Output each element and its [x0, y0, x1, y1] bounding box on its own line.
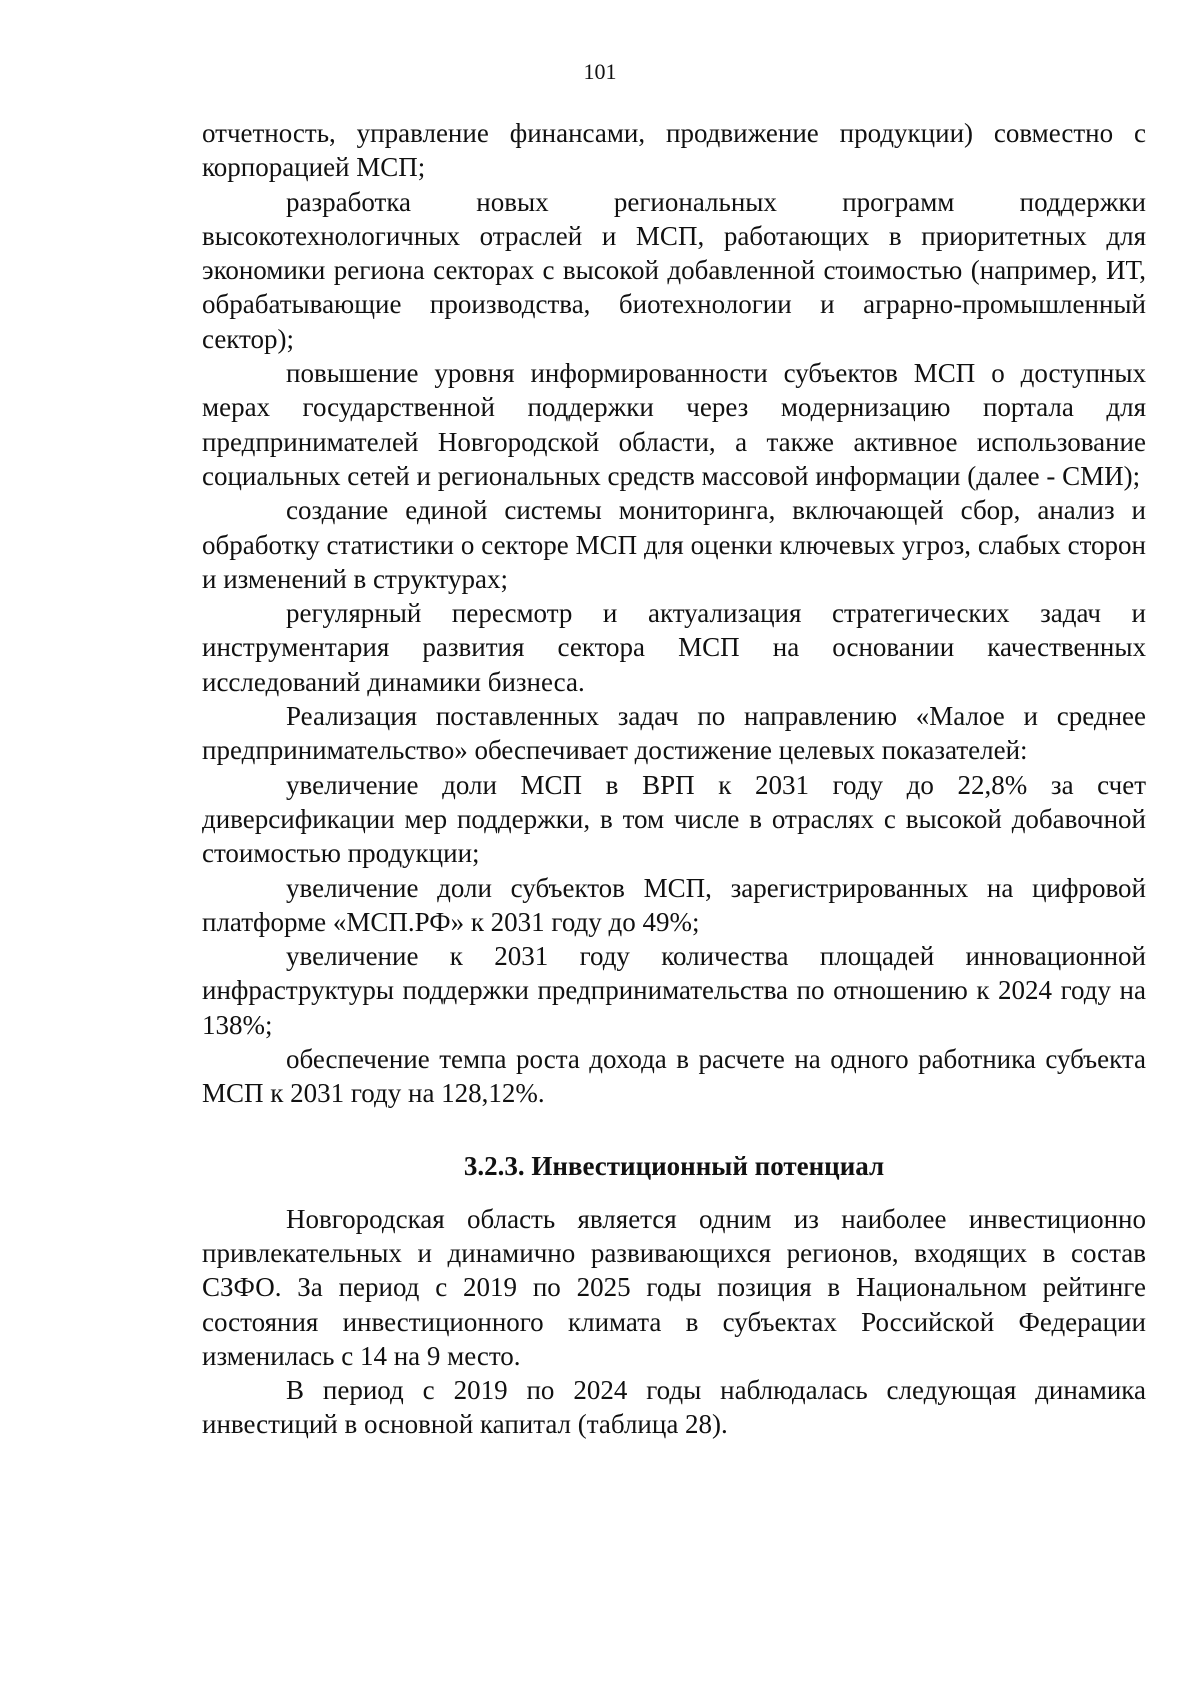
section-heading: 3.2.3. Инвестиционный потенциал: [463, 1150, 885, 1181]
document-body: [202, 116, 1146, 1442]
paragraph-continuation: отчетность, управление финансами, продвижение продукции) совместно с корпорацией МСП;: [202, 118, 1146, 183]
paragraph-review: регулярный пересмотр и актуализация стратегических задач и инструментария развития сектора МСП на основании качественных исследований динамики бизнеса.: [202, 598, 1146, 697]
paragraph-new-programs: разработка новых региональных программ поддержки высокотехнологичных отраслей и МСП, работающих в приоритетных для экономики региона секторах с высокой добавленной стоимостью (например, ИТ, обрабатывающие производства, биотехнологии и аграрно-промышленный сектор);: [202, 186, 1146, 354]
paragraph-investment-rating: Новгородская область является одним из наиболее инвестиционно привлекательных и динамично развивающихся регионов, входящих в состав СЗФО. За период с 2019 по 2025 годы позиция в Национальном рейтинге состояния инвестиционного климата в субъектах Российской Федерации изменилась с 14 на 9 место.: [202, 1203, 1146, 1371]
paragraph-target-infrastructure: увеличение к 2031 году количества площадей инновационной инфраструктуры поддержки предпринимательства по отношению к 2024 году на 138%;: [202, 941, 1146, 1040]
paragraph-target-digital-platform: увеличение доли субъектов МСП, зарегистрированных на цифровой платформе «МСП.РФ» к 2031 году до 49%;: [202, 872, 1146, 937]
paragraph-monitoring: создание единой системы мониторинга, включающей сбор, анализ и обработку статистики о секторе МСП для оценки ключевых угроз, слабых сторон и изменений в структурах;: [202, 495, 1146, 594]
paragraph-implementation: Реализация поставленных задач по направлению «Малое и среднее предпринимательство» обеспечивает достижение целевых показателей:: [202, 701, 1146, 766]
paragraph-informing: повышение уровня информированности субъектов МСП о доступных мерах государственной поддержки через модернизацию портала для предпринимателей Новгородской области, а также активное использование социальных сетей и региональных средств массовой информации (далее - СМИ);: [202, 358, 1146, 491]
paragraph-target-income: обеспечение темпа роста дохода в расчете на одного работника субъекта МСП к 2031 году на 128,12%.: [202, 1044, 1146, 1109]
paragraph-investment-dynamics: В период с 2019 по 2024 годы наблюдалась следующая динамика инвестиций в основной капитал (таблица 28).: [202, 1375, 1146, 1440]
page-number: 101: [583, 59, 617, 84]
paragraph-target-grp-share: увеличение доли МСП в ВРП к 2031 году до 22,8% за счет диверсификации мер поддержки, в том числе в отраслях с высокой добавочной стоимостью продукции;: [202, 769, 1146, 869]
